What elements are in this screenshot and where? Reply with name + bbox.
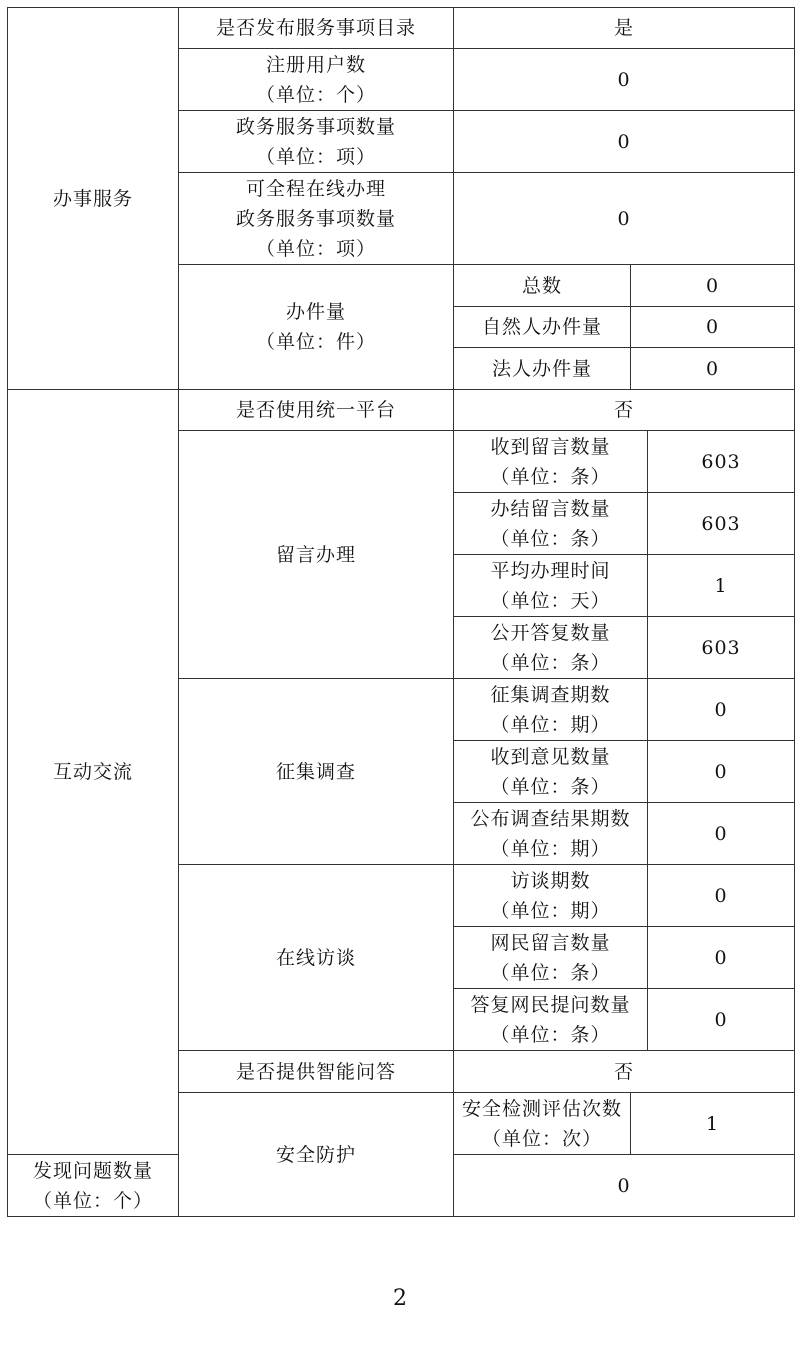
sub-label-netizen-messages	[454, 927, 648, 989]
row-value-unified-platform: 否	[454, 390, 795, 431]
sub-label-messages-closed	[454, 493, 648, 555]
row-value-registered-users: 0	[454, 49, 795, 111]
sub-label-opinions-received	[454, 741, 648, 803]
unit-text: （单位：条）	[490, 527, 611, 550]
row-label-inspections	[454, 1093, 631, 1155]
label-text: 公开答复数量	[490, 621, 611, 644]
sub-label-interview-periods	[454, 865, 648, 927]
label-text: 发现问题数量	[32, 1159, 153, 1182]
unit-text: （单位：个）	[32, 1189, 153, 1212]
sub-value-netizen-messages: 0	[648, 927, 795, 989]
sub-label-natural-person: 自然人办件量	[454, 307, 631, 348]
label-text: 收到留言数量	[490, 435, 611, 458]
website-statistics-table	[7, 7, 795, 1217]
row-label-publish-catalog: 是否发布服务事项目录	[179, 8, 454, 49]
row-value-issues: 0	[454, 1155, 795, 1217]
sub-value-average-time: 1	[648, 555, 795, 617]
label-text: 征集调查期数	[490, 683, 611, 706]
unit-text: （单位：条）	[490, 961, 611, 984]
sub-value-results-published: 0	[648, 803, 795, 865]
sub-value-natural-person: 0	[631, 307, 795, 348]
unit-text: （单位：条）	[490, 465, 611, 488]
section-title-interaction: 互动交流	[8, 390, 179, 1155]
label-text: 网民留言数量	[490, 931, 611, 954]
label-text: 安全检测评估次数	[461, 1097, 622, 1120]
row-value-smart-qa: 否	[454, 1051, 795, 1093]
row-label-interview: 在线访谈	[179, 865, 454, 1051]
label-text: 公布调查结果期数	[470, 807, 631, 830]
sub-value-public-replies: 603	[648, 617, 795, 679]
sub-label-results-published	[454, 803, 648, 865]
label-text: 答复网民提问数量	[470, 993, 631, 1016]
row-value-publish-catalog: 是	[454, 8, 795, 49]
unit-text: （单位：次）	[481, 1127, 602, 1150]
label-text: 办件量	[285, 301, 346, 323]
row-label-handled	[179, 265, 454, 390]
sub-value-survey-periods: 0	[648, 679, 795, 741]
sub-value-legal-person: 0	[631, 348, 795, 390]
sub-label-total: 总数	[454, 265, 631, 307]
unit-text: （单位：期）	[490, 837, 611, 860]
sub-label-public-replies	[454, 617, 648, 679]
label-text: 平均办理时间	[490, 559, 611, 582]
sub-label-legal-person: 法人办件量	[454, 348, 631, 390]
sub-value-opinions-received: 0	[648, 741, 795, 803]
row-label-service-items	[179, 111, 454, 173]
row-label-smart-qa: 是否提供智能问答	[179, 1051, 454, 1093]
unit-text: （单位：天）	[490, 589, 611, 612]
label-text: 政务服务事项数量	[235, 115, 396, 138]
row-value-service-items: 0	[454, 111, 795, 173]
unit-text: （单位：项）	[255, 145, 376, 168]
label-text: 办结留言数量	[490, 497, 611, 520]
unit-text: （单位：条）	[490, 651, 611, 674]
label-text: 收到意见数量	[490, 745, 611, 768]
row-label-survey: 征集调查	[179, 679, 454, 865]
sub-value-messages-received: 603	[648, 431, 795, 493]
sub-value-interview-periods: 0	[648, 865, 795, 927]
label-text: 可全程在线办理	[245, 177, 386, 200]
row-label-unified-platform: 是否使用统一平台	[179, 390, 454, 431]
row-value-inspections: 1	[631, 1093, 795, 1155]
sub-label-messages-received	[454, 431, 648, 493]
sub-label-survey-periods	[454, 679, 648, 741]
page-number: 2	[393, 1286, 407, 1311]
label-text: 访谈期数	[510, 869, 591, 892]
row-value-online-items: 0	[454, 173, 795, 265]
unit-text: （单位：条）	[490, 775, 611, 798]
sub-label-average-time	[454, 555, 648, 617]
unit-text: （单位：期）	[490, 713, 611, 736]
unit-text: （单位：件）	[255, 331, 376, 353]
sub-value-messages-closed: 603	[648, 493, 795, 555]
section-title-service: 办事服务	[8, 8, 179, 390]
row-label-messages: 留言办理	[179, 431, 454, 679]
unit-text: （单位：项）	[255, 237, 376, 260]
row-label-registered-users	[179, 49, 454, 111]
unit-text: （单位：个）	[255, 83, 376, 106]
unit-text: （单位：期）	[490, 899, 611, 922]
sub-label-questions-answered	[454, 989, 648, 1051]
sub-value-questions-answered: 0	[648, 989, 795, 1051]
sub-value-total: 0	[631, 265, 795, 307]
label-text: 注册用户数	[265, 53, 366, 76]
row-label-online-items	[179, 173, 454, 265]
row-label-issues	[8, 1155, 179, 1217]
unit-text: （单位：条）	[490, 1023, 611, 1046]
label-text: 政务服务事项数量	[235, 207, 396, 230]
section-title-security: 安全防护	[179, 1093, 454, 1217]
